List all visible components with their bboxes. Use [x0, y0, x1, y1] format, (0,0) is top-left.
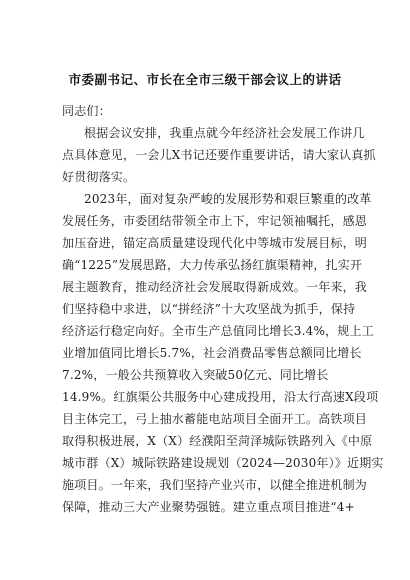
salutation-line: 同志们： — [62, 104, 111, 118]
paragraph-line: 业增加值同比增长5.7%，社会消费品零售总额同比增长 — [62, 346, 362, 360]
paragraph-line: 取得积极进展，X（X）经濮阳至菏泽城际铁路列入《中原 — [62, 434, 373, 448]
paragraph-line: 施项目。一年来，我们坚持产业兴市，以健全推进机制为 — [62, 478, 368, 492]
paragraph-line: 加压奋进，锚定高质量建设现代化中等城市发展目标，明 — [62, 236, 368, 250]
paragraph-line: 发展任务，市委团结带领全市上下，牢记领袖嘱托，感恩 — [62, 214, 368, 228]
document-title: 市委副书记、市长在全市三级干部会议上的讲话 — [68, 72, 342, 87]
paragraph-line: 根据会议安排，我重点就今年经济社会发展工作讲几 — [84, 126, 365, 140]
paragraph-line: 展主题教育，推动经济社会发展取得新成效。一年来，我 — [62, 280, 368, 294]
paragraph-line: 目主体完工，弓上抽水蓄能电站项目全面开工。高铁项目 — [62, 412, 368, 426]
paragraph-line: 2023年，面对复杂严峻的发展形势和艰巨繁重的改革 — [84, 192, 372, 206]
paragraph-line: 好贯彻落实。 — [62, 170, 136, 184]
document-body — [62, 100, 384, 518]
paragraph-line: 经济运行稳定向好。全市生产总值同比增长3.4%，规上工 — [62, 324, 374, 338]
paragraph-line: 14.9%。红旗渠公共服务中心建成投用，沿太行高速X段项 — [62, 390, 379, 404]
paragraph-line: 7.2%，一般公共预算收入突破50亿元、同比增长 — [62, 368, 329, 382]
paragraph-line: 保障，推动三大产业聚势强链。建立重点项目推进“4+ — [62, 500, 355, 514]
paragraph-line: 们坚持稳中求进，以“拼经济”十大攻坚战为抓手，保持 — [62, 302, 356, 316]
paragraph-line: 城市群（X）城际铁路建设规划（2024—2030年）》近期实 — [62, 456, 384, 470]
paragraph-line: 点具体意见，一会儿X书记还要作重要讲话，请大家认真抓 — [62, 148, 376, 162]
paragraph-line: 确“1225”发展思路，大力传承弘扬红旗渠精神，扎实开 — [62, 258, 363, 272]
